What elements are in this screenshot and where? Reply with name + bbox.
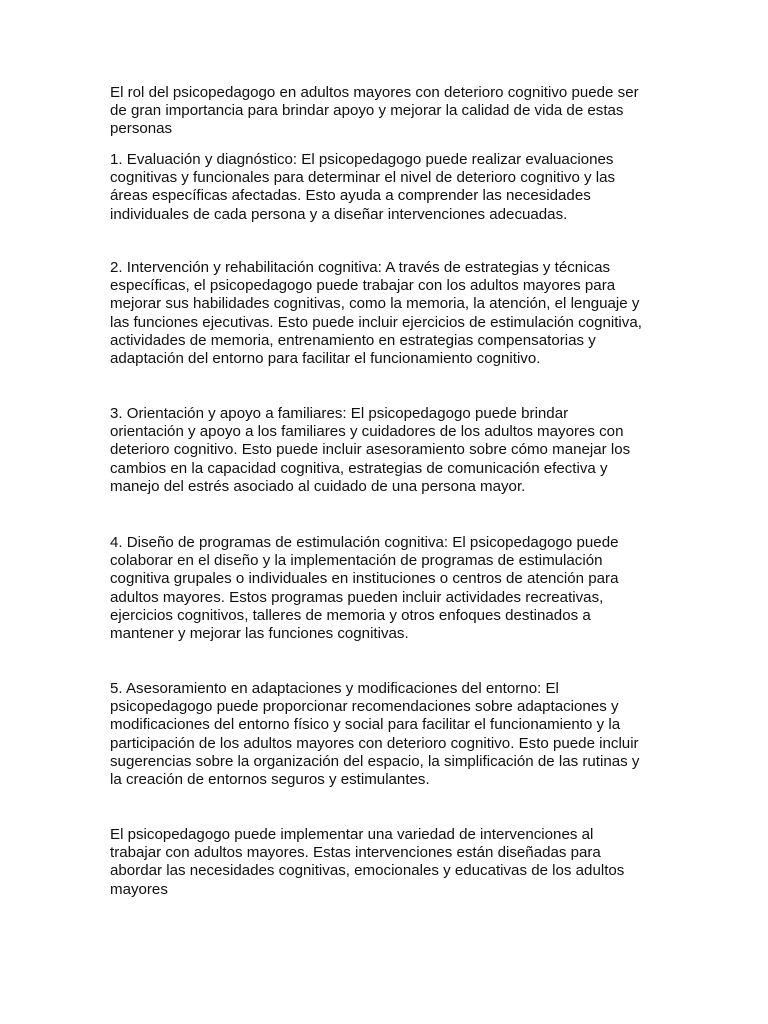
text-line: El psicopedagogo puede implementar una variedad de intervenciones al [110,826,594,843]
text-line: modificaciones del entorno físico y social para facilitar el funcionamiento y la [110,716,621,734]
item-1-evaluacion [110,151,670,224]
text-line: trabajar con adultos mayores. Estas intervenciones están diseñadas para [110,844,601,862]
text-line: 1. Evaluación y diagnóstico: El psicopedagogo puede realizar evaluaciones [110,151,614,168]
text-line: 4. Diseño de programas de estimulación cognitiva: El psicopedagogo puede [110,534,619,551]
item-2-intervencion [110,259,670,368]
text-line: 3. Orientación y apoyo a familiares: El psicopedagogo puede brindar [110,405,569,422]
text-line: mayores [110,880,168,898]
text-line: adaptación del entorno para facilitar el funcionamiento cognitivo. [110,350,541,368]
item-4-diseno [110,534,670,643]
intro-paragraph [110,84,670,139]
text-line: cognitiva grupales o individuales en instituciones o centros de atención para [110,570,619,588]
item-5-asesoramiento [110,680,670,789]
text-line: sugerencias sobre la organización del espacio, la simplificación de las rutinas y [110,752,640,770]
text-line: mantener y mejorar las funciones cognitivas. [110,625,409,643]
text-line: abordar las necesidades cognitivas, emocionales y educativas de los adultos [110,862,625,880]
text-line: El rol del psicopedagogo en adultos mayores con deterioro cognitivo puede ser [110,84,639,101]
text-line: psicopedagogo puede proporcionar recomendaciones sobre adaptaciones y [110,698,619,716]
text-line: colaborar en el diseño y la implementación de programas de estimulación [110,552,603,570]
text-line: mejorar sus habilidades cognitivas, como la memoria, la atención, el lenguaje y [110,295,640,313]
text-line: las funciones ejecutivas. Esto puede incluir ejercicios de estimulación cognitiva, [110,313,642,331]
text-line: 2. Intervención y rehabilitación cognitiva: A través de estrategias y técnicas [110,259,611,276]
text-line: adultos mayores. Estos programas pueden incluir actividades recreativas, [110,588,604,606]
text-line: actividades de memoria, entrenamiento en estrategias compensatorias y [110,331,596,349]
text-line: individuales de cada persona y a diseñar intervenciones adecuadas. [110,205,568,223]
text-line: orientación y apoyo a los familiares y cuidadores de los adultos mayores con [110,423,624,441]
item-3-orientacion [110,405,670,496]
text-line: manejo del estrés asociado al cuidado de una persona mayor. [110,477,526,495]
text-line: 5. Asesoramiento en adaptaciones y modificaciones del entorno: El [110,680,559,697]
text-line: personas [110,120,173,138]
closing-paragraph [110,826,670,899]
text-line: participación de los adultos mayores con deterioro cognitivo. Esto puede incluir [110,734,639,752]
text-line: áreas específicas afectadas. Esto ayuda a comprender las necesidades [110,187,591,205]
text-line: específicas, el psicopedagogo puede trabajar con los adultos mayores para [110,277,616,295]
text-line: de gran importancia para brindar apoyo y mejorar la calidad de vida de estas [110,102,624,120]
text-line: cognitivas y funcionales para determinar el nivel de deterioro cognitivo y las [110,169,616,187]
text-line: ejercicios cognitivos, talleres de memoria y otros enfoques destinados a [110,606,591,624]
text-line: la creación de entornos seguros y estimulantes. [110,771,430,789]
text-line: cambios en la capacidad cognitiva, estrategias de comunicación efectiva y [110,459,608,477]
text-line: deterioro cognitivo. Esto puede incluir asesoramiento sobre cómo manejar los [110,441,631,459]
